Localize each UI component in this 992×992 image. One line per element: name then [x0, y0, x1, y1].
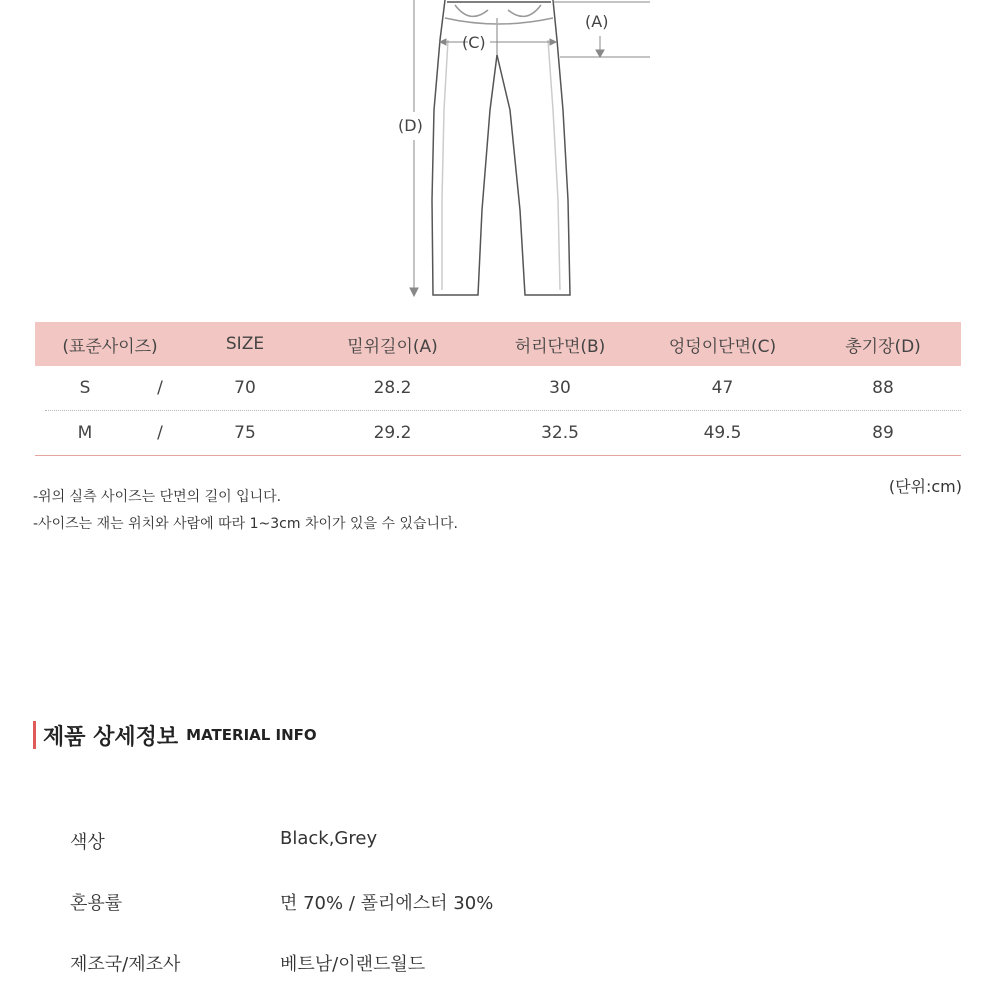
label-c: (C): [462, 33, 486, 52]
header-length: 총기장(D): [845, 336, 921, 357]
size-separator: /: [157, 378, 163, 398]
header-hip: 엉덩이단면(C): [668, 336, 777, 357]
header-waist: 허리단면(B): [514, 336, 606, 357]
pants-outline-icon: [0, 0, 992, 310]
note-line: -사이즈는 재는 위치와 사람에 따라 1~3cm 차이가 있을 수 있습니다.: [33, 516, 459, 532]
material-key: 혼용률: [70, 893, 123, 914]
table-row: [35, 411, 961, 456]
size-separator: /: [157, 423, 163, 443]
hip-value: 47: [711, 378, 734, 398]
hip-value: 49.5: [703, 423, 742, 443]
material-title-ko: 제품 상세정보: [43, 724, 179, 750]
header-size: SIZE: [225, 334, 265, 354]
label-d: (D): [398, 116, 423, 135]
material-section-title: [33, 720, 317, 750]
material-row-origin: [70, 950, 425, 976]
rise-value: 28.2: [373, 378, 412, 398]
material-key: 색상: [70, 832, 105, 853]
header-standard-size: (표준사이즈): [62, 336, 158, 357]
waist-value: 30: [549, 378, 571, 398]
material-value: 면 70% / 폴리에스터 30%: [280, 893, 494, 914]
rise-value: 29.2: [373, 423, 412, 443]
table-row: [45, 366, 961, 411]
size-value: 70: [234, 378, 256, 398]
size-table: [35, 322, 961, 456]
waist-value: 32.5: [541, 423, 579, 443]
size-value: 75: [234, 423, 256, 443]
header-rise: 밑위길이(A): [347, 336, 438, 357]
pants-measurement-diagram: [0, 0, 992, 310]
label-a: (A): [585, 12, 609, 31]
size-name: S: [79, 378, 91, 398]
material-row-composition: [70, 889, 493, 915]
size-table-header: [35, 322, 961, 366]
material-value: Black,Grey: [280, 828, 378, 849]
size-name: M: [77, 423, 93, 443]
material-title-en: MATERIAL INFO: [186, 726, 317, 744]
accent-bar: [33, 721, 36, 749]
length-value: 89: [872, 423, 894, 443]
length-value: 88: [872, 378, 894, 398]
material-key: 제조국/제조사: [70, 954, 181, 975]
note-line: -위의 실측 사이즈는 단면의 길이 입니다.: [33, 489, 282, 505]
material-value: 베트남/이랜드월드: [280, 954, 426, 975]
material-row-color: [70, 828, 377, 854]
unit-label: (단위:cm): [888, 477, 962, 496]
